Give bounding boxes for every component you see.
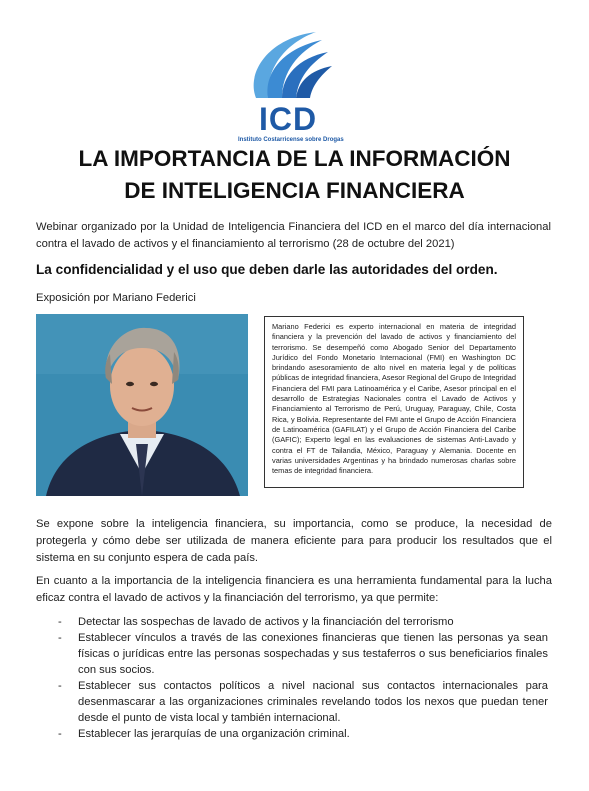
- list-item: [58, 630, 548, 678]
- bullet-list: [58, 614, 548, 742]
- speaker-bio: Mariano Federici es experto internacional en materia de integridad financiera y la prevención del lavado de activos y financiamiento del terrorismo. Se desempeñó como Abogado Senior del Departamento Jurídico del Fondo Monetario Internacional (FMI) en Washington DC brindando asesoramiento de alto nivel en materia legal y de políticas públicas de integridad financiera, Asesor Regional del Grupo de Integridad Financiera del FMI para Latinoamérica y el Caribe, Asesor principal en el desarrollo de Estrategias Nacionales contra el Lavado de Activos y Financiamiento al Terrorismo de Perú, Uruguay, Paraguay, Chile, Costa Rica, y Bolivia. Representante del FMI ante el Grupo de Acción Financiera de Latinoamérica (GAFILAT) y el Grupo de Acción Financiera del Caribe (GAFIC); Experto legal en las evaluaciones de sistemas Anti-Lavado y contra el FT de Tailandia, México, Paraguay y Alemania. Docente en varias universidades Argentinas y ha brindado numerosas charlas sobre temas de integridad financiera.: [272, 322, 516, 476]
- bullet-marker: -: [58, 680, 62, 692]
- logo-subtitle: Instituto Costarricense sobre Drogas: [238, 137, 344, 143]
- list-item-text: Detectar las sospechas de lavado de activos y la financiación del terrorismo: [78, 616, 454, 628]
- list-item-text: Establecer las jerarquías de una organización criminal.: [78, 728, 350, 740]
- paragraph-1: Se expone sobre la inteligencia financiera, su importancia, como se produce, la necesidad de protegerla y cómo debe ser utilizada de manera eficiente para para producir los resultados que el sistema en su conjunto espera de cada país.: [36, 518, 552, 564]
- speaker-bio-box: [264, 316, 524, 488]
- paragraph-2: En cuanto a la importancia de la inteligencia financiera es una herramienta fundamental para la lucha eficaz contra el lavado de activos y la financiación del terrorismo, ya que permite:: [36, 575, 552, 604]
- list-item: [58, 726, 548, 742]
- speaker-photo: [36, 314, 248, 496]
- speaker-portrait: [36, 314, 248, 496]
- bullet-marker: -: [58, 728, 62, 740]
- speaker-line: Exposición por Mariano Federici: [36, 292, 196, 304]
- logo-letters: ICD: [258, 101, 318, 137]
- title-line-1: LA IMPORTANCIA DE LA INFORMACIÓN: [78, 146, 511, 171]
- bullet-marker: -: [58, 616, 62, 628]
- list-item: [58, 614, 548, 630]
- title-line-2: DE INTELIGENCIA FINANCIERA: [124, 178, 465, 203]
- page-title: [0, 143, 589, 207]
- bullet-marker: -: [58, 632, 62, 644]
- section-subtitle: La confidencialidad y el uso que deben darle las autoridades del orden.: [36, 262, 498, 277]
- list-item: [58, 678, 548, 726]
- list-item-text: Establecer vínculos a través de las conexiones financieras que tienen las personas ya sean físicas o jurídicas entre las personas sospechadas y sus testaferros o sus beneficiarios finales con sus socios.: [78, 632, 548, 676]
- icd-logo: [238, 28, 344, 143]
- intro-paragraph: Webinar organizado por la Unidad de Inteligencia Financiera del ICD en el marco del día internacional contra el lavado de activos y el financiamiento al terrorismo (28 de octubre del 2021): [36, 221, 551, 250]
- icd-wave-emblem: [238, 28, 338, 104]
- list-item-text: Establecer sus contactos políticos a nivel nacional sus contactos internacionales para desenmascarar a las organizaciones criminales revelando todos los nexos que puedan tener desde el punto de vista local y también internacional.: [78, 680, 548, 724]
